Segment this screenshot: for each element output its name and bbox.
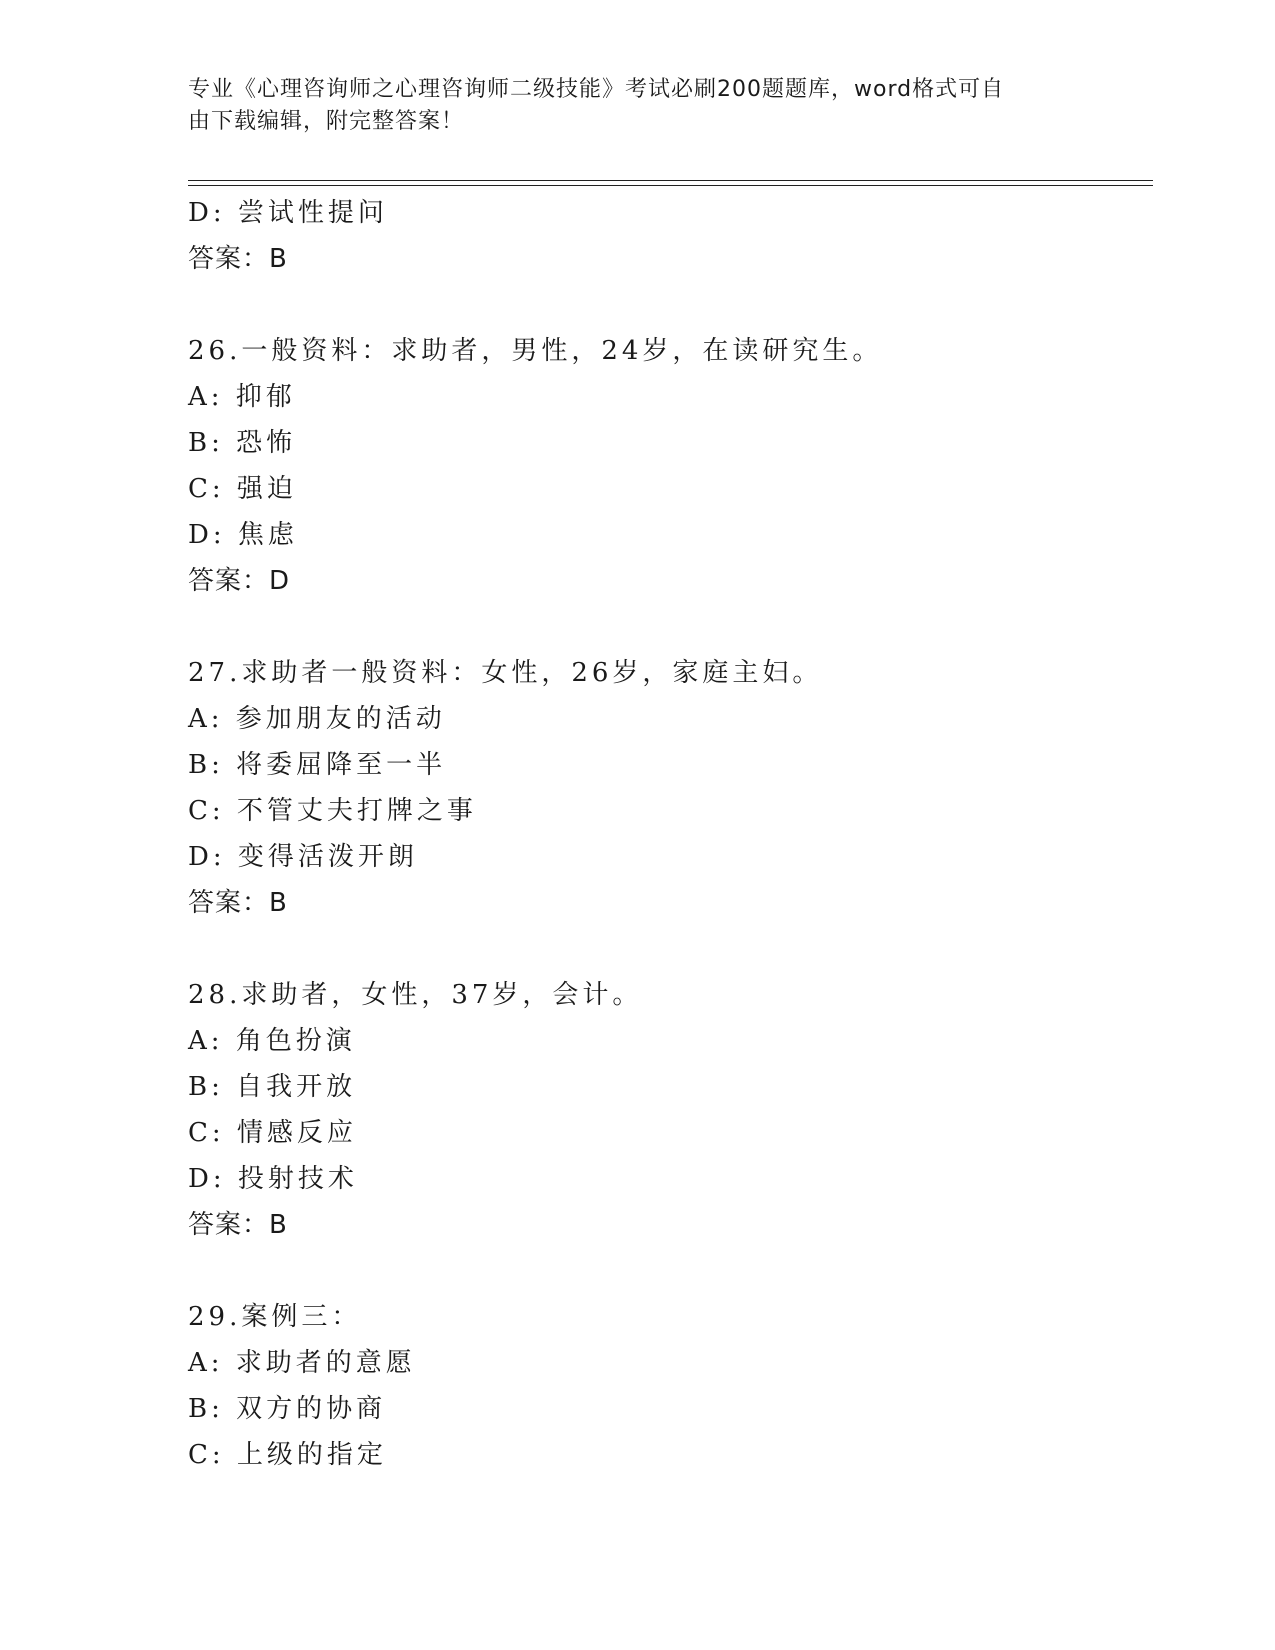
question-text: 26.一般资料：求助者，男性，24岁，在读研究生。	[188, 336, 883, 366]
option-text: B: 双方的协商	[188, 1394, 387, 1424]
header-line-1: 专业《心理咨询师之心理咨询师二级技能》考试必刷200题题库，word格式可自	[188, 77, 1005, 102]
option-text: D: 尝试性提问	[188, 198, 388, 228]
document-header	[188, 74, 1088, 138]
option-text: A: 参加朋友的活动	[188, 704, 446, 734]
option-text: D: 变得活泼开朗	[188, 842, 418, 872]
option-text: C: 上级的指定	[188, 1440, 387, 1470]
option-text: B: 恐怖	[188, 428, 297, 458]
option-text: A: 抑郁	[188, 382, 296, 412]
option-text: D: 投射技术	[188, 1164, 358, 1194]
answer-text: 答案：B	[188, 888, 288, 918]
header-line-2: 由下载编辑，附完整答案！	[188, 109, 465, 134]
option-text: C: 强迫	[188, 474, 297, 504]
option-text: B: 自我开放	[188, 1072, 357, 1102]
option-text: A: 角色扮演	[188, 1026, 356, 1056]
header-divider-bottom	[188, 185, 1153, 186]
option-text: A: 求助者的意愿	[188, 1348, 416, 1378]
question-list	[188, 190, 1148, 1478]
question-text: 29.案例三：	[188, 1302, 362, 1332]
option-text: B: 将委屈降至一半	[188, 750, 447, 780]
option-text: C: 不管丈夫打牌之事	[188, 796, 477, 826]
spacer	[188, 1248, 1148, 1294]
option-text: D: 焦虑	[188, 520, 298, 550]
spacer	[188, 604, 1148, 650]
question-text: 27.求助者一般资料：女性，26岁，家庭主妇。	[188, 658, 823, 688]
question-text: 28.求助者，女性，37岁，会计。	[188, 980, 643, 1010]
option-text: C: 情感反应	[188, 1118, 357, 1148]
header-divider-top	[188, 180, 1153, 181]
answer-text: 答案：B	[188, 244, 288, 274]
spacer	[188, 926, 1148, 972]
spacer	[188, 282, 1148, 328]
answer-text: 答案：B	[188, 1210, 288, 1240]
answer-text: 答案：D	[188, 566, 291, 596]
